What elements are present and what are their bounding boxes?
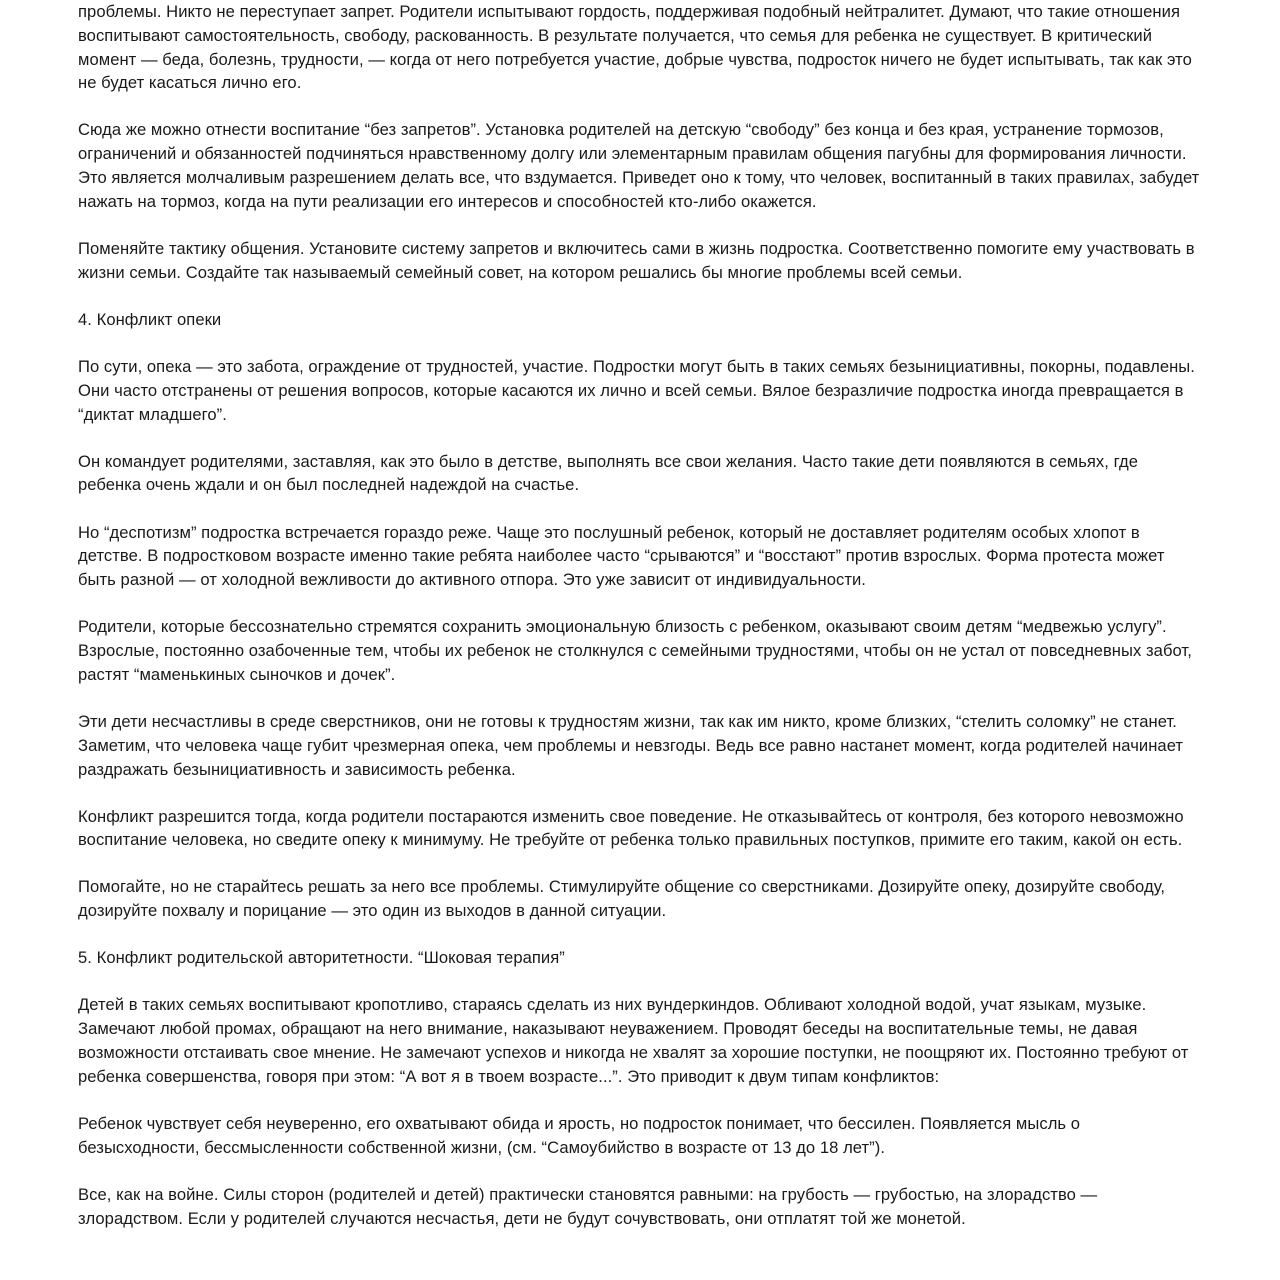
paragraph-neutrality: проблемы. Никто не переступает запрет. Родители испытывают гордость, поддерживая подобный нейтралитет. Думают, что такие отношения воспитывают самостоятельность, свободу, раскованность. В результате получается, что семья для ребенка не существует. В критический момент — беда, болезнь, трудности, — когда от него потребуется участие, добрые чувства, подросток ничего не будет испытывать, так как это не будет касаться лично его. [78,2,1192,93]
paragraph-no-prohibitions: Сюда же можно отнести воспитание “без запретов”. Установка родителей на детскую “свободу” без конца и без края, устранение тормозов, ограничений и обязанностей подчиняться нравственному долгу или элементарным правилам общения пагубны для формирования личности. Это является молчаливым разрешением делать все, что вздумается. Приведет оно к тому, что человек, воспитанный в таких правилах, забудет нажать на тормоз, когда на пути реализации его интересов и способностей кто-либо окажется. [78,120,1200,211]
paragraph-help-advice: Помогайте, но не старайтесь решать за него все проблемы. Стимулируйте общение со сверстниками. Дозируйте опеку, дозируйте свободу, дозируйте похвалу и порицание — это один из выходов в данной ситуации. [78,877,1166,921]
document-page [78,0,1204,1254]
paragraph-conflict-resolution: Конфликт разрешится тогда, когда родители постараются изменить свое поведение. Не отказывайтесь от контроля, без которого невозможно воспитание человека, но сведите опеку к минимуму. Не требуйте от ребенка только правильных поступков, примите его таким, какой он есть. [78,806,1184,850]
section-heading-authority: 5. Конфликт родительской авторитетности. “Шоковая терапия” [78,948,565,968]
paragraph-commands-parents: Он командует родителями, заставляя, как это было в детстве, выполнять все свои желания. Часто такие дети появляются в семьях, где ребенка очень ждали и он был последней надеждой на счастье. [78,451,1138,495]
paragraph-war: Все, как на войне. Силы сторон (родителей и детей) практически становятся равными: на грубость — грубостью, на злорадство — злорадством. Если у родителей случаются несчастья, дети не будут сочувствовать, они отплатят той же монетой. [78,1184,1098,1228]
paragraph-bear-service: Родители, которые бессознательно стремятся сохранить эмоциональную близость с ребенком, оказывают своим детям “медвежью услугу”. Взрослые, постоянно озабоченные тем, чтобы их ребенок не столкнулся с семейными трудностями, чтобы он не устал от повседневных забот, растят “маменькиных сыночков и дочек”. [78,617,1192,684]
section-heading-guardianship: 4. Конфликт опеки [78,309,222,329]
paragraph-prodigies: Детей в таких семьях воспитывают кропотливо, стараясь сделать из них вундеркиндов. Обливают холодной водой, учат языкам, музыке. Замечают любой промах, обращают на него внимание, наказывают неуважением. Проводят беседы на воспитательные темы, не давая возможности отстаивать свое мнение. Не замечают успехов и никогда не хвалят за хорошие поступки, не поощряют их. Постоянно требуют от ребенка совершенства, говоря при этом: “А вот я в твоем возрасте...”. Это приводит к двум типам конфликтов: [78,995,1189,1086]
paragraph-unhappy-children: Эти дети несчастливы в среде сверстников, они не готовы к трудностям жизни, так как им никто, кроме близких, “стелить соломку” не станет. Заметим, что человека чаще губит чрезмерная опека, чем проблемы и невзгоды. Ведь все равно настанет момент, когда родителей начинает раздражать безынициативность и зависимость ребенка. [78,711,1184,779]
paragraph-change-tactics: Поменяйте тактику общения. Установите систему запретов и включитесь сами в жизнь подростка. Соответственно помогите ему участвовать в жизни семьи. Создайте так называемый семейный совет, на котором решались бы многие проблемы всей семьи. [78,238,1195,282]
paragraph-despotism: Но “деспотизм” подростка встречается гораздо реже. Чаще это послушный ребенок, который не доставляет родителям особых хлопот в детстве. В подростковом возрасте именно такие ребята наиболее часто “срываются” и “восстают” против взрослых. Форма протеста может быть разной — от холодной вежливости до активного отпора. Это уже зависит от индивидуальности. [78,522,1165,590]
paragraph-guardianship-essence: По сути, опека — это забота, ограждение от трудностей, участие. Подростки могут быть в таких семьях безынициативны, покорны, подавлены. Они часто отстранены от решения вопросов, которые касаются их лично и всей семьи. Вялое безразличие подростка иногда превращается в “диктат младшего”. [78,356,1195,424]
paragraph-insecurity: Ребенок чувствует себя неуверенно, его охватывают обида и ярость, но подросток понимает, что бессилен. Появляется мысль о безысходности, бессмысленности собственной жизни, (см. “Самоубийство в возрасте от 13 до 18 лет”). [78,1113,1081,1157]
